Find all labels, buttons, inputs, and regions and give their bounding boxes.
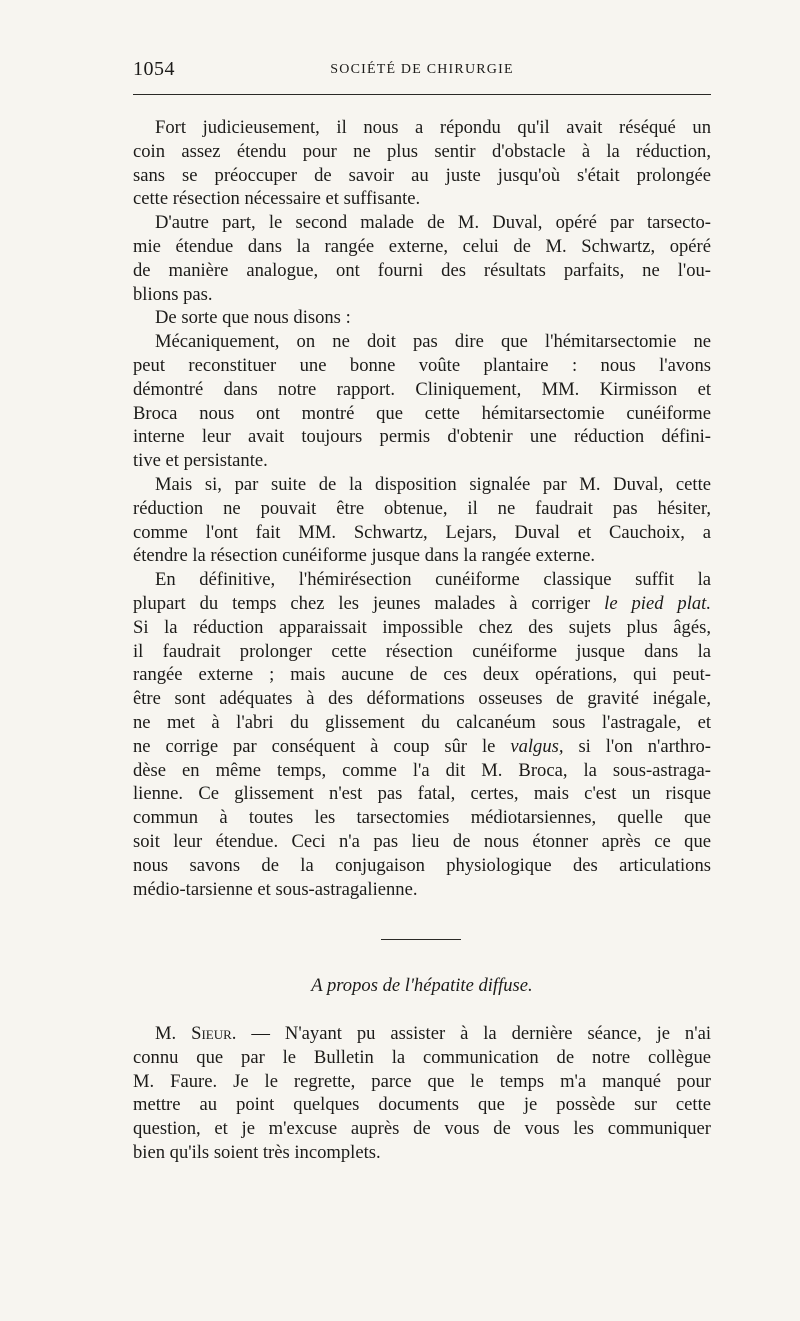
text-line: il faudrait prolonger cette résection cunéiforme jusque dans la bbox=[133, 640, 711, 662]
text-line: En définitive, l'hémirésection cunéiforme classique suffit la bbox=[155, 569, 711, 591]
text-line: Mécaniquement, on ne doit pas dire que l'hémitarsectomie ne bbox=[155, 331, 711, 353]
running-head bbox=[133, 58, 711, 86]
text-line: bien qu'ils soient très incomplets. bbox=[133, 1141, 381, 1163]
text-line: D'autre part, le second malade de M. Duval, opéré par tarsecto- bbox=[155, 212, 711, 234]
text-fragment: — N'ayant pu assister à la dernière séance, je n'ai bbox=[251, 1023, 711, 1044]
header-rule bbox=[133, 94, 711, 95]
speaker-name: M. Sieur. bbox=[155, 1023, 237, 1044]
text-fragment: ne corrige par conséquent à coup sûr le bbox=[133, 735, 496, 757]
section-text bbox=[133, 1022, 711, 1165]
text-line bbox=[133, 1022, 711, 1046]
text-line: lienne. Ce glissement n'est pas fatal, certes, mais c'est un risque bbox=[133, 783, 711, 805]
text-line: comme l'ont fait MM. Schwartz, Lejars, Duval et Cauchoix, a bbox=[133, 521, 711, 543]
text-fragment: plupart du temps chez les jeunes malades à corriger bbox=[133, 592, 591, 614]
text-line: coin assez étendu pour ne plus sentir d'obstacle à la réduction, bbox=[133, 140, 711, 162]
text-line: soit leur étendue. Ceci n'a pas lieu de nous étonner après ce que bbox=[133, 830, 711, 852]
text-line: Fort judicieusement, il nous a répondu qu'il avait réséqué un bbox=[155, 117, 711, 138]
text-line: blions pas. bbox=[133, 283, 213, 305]
section-separator bbox=[381, 939, 461, 940]
text-line: rangée externe ; mais aucune de ces deux opérations, qui peut- bbox=[133, 664, 711, 686]
text-line: de manière analogue, ont fourni des résultats parfaits, ne l'ou- bbox=[133, 259, 711, 281]
text-line: M. Faure. Je le regrette, parce que le temps m'a manqué pour bbox=[133, 1070, 711, 1092]
text-line: dèse en même temps, comme l'a dit M. Broca, la sous-astraga- bbox=[133, 759, 711, 781]
text-line: tive et persistante. bbox=[133, 450, 268, 472]
italic-term: le pied plat. bbox=[604, 592, 711, 614]
text-line: peut reconstituer une bonne voûte plantaire : nous l'avons bbox=[133, 354, 711, 376]
text-line: nous savons de la conjugaison physiologique des articulations bbox=[133, 854, 711, 876]
text-line: mie étendue dans la rangée externe, celui de M. Schwartz, opéré bbox=[133, 235, 711, 257]
section-title: A propos de l'hépatite diffuse. bbox=[311, 975, 533, 996]
page-number: 1054 bbox=[133, 58, 175, 80]
text-line: être sont adéquates à des déformations osseuses de gravité inégale, bbox=[133, 688, 711, 710]
text-line: connu que par le Bulletin la communication de notre collègue bbox=[133, 1046, 711, 1068]
text-line: De sorte que nous disons : bbox=[155, 307, 351, 329]
text-line: démontré dans notre rapport. Cliniquement, MM. Kirmisson et bbox=[133, 378, 711, 400]
text-line: question, et je m'excuse auprès de vous de vous les communiquer bbox=[133, 1118, 711, 1140]
text-line: sans se préoccuper de savoir au juste jusqu'où s'était prolongée bbox=[133, 164, 711, 186]
text-line: Si la réduction apparaissait impossible chez des sujets plus âgés, bbox=[133, 616, 711, 638]
journal-title: SOCIÉTÉ DE CHIRURGIE bbox=[330, 62, 514, 77]
text-line: étendre la résection cunéiforme jusque dans la rangée externe. bbox=[133, 545, 596, 567]
text-line: Broca nous ont montré que cette hémitarsectomie cunéiforme bbox=[133, 402, 711, 424]
text-line: commun à toutes les tarsectomies médiotarsiennes, quelle que bbox=[133, 807, 711, 829]
text-line: mettre au point quelques documents que je possède sur cette bbox=[133, 1094, 711, 1116]
text-line: Mais si, par suite de la disposition signalée par M. Duval, cette bbox=[155, 473, 711, 495]
text-line bbox=[133, 735, 711, 759]
text-line: ne met à l'abri du glissement du calcanéum sous l'astragale, et bbox=[133, 711, 711, 733]
main-text bbox=[133, 116, 711, 901]
italic-term: valgus, bbox=[510, 735, 564, 757]
text-line: cette résection nécessaire et suffisante. bbox=[133, 188, 421, 210]
text-line: interne leur avait toujours permis d'obtenir une réduction défini- bbox=[133, 426, 711, 448]
text-line: réduction ne pouvait être obtenue, il ne faudrait pas hésiter, bbox=[133, 497, 711, 519]
text-line: médio-tarsienne et sous-astragalienne. bbox=[133, 878, 418, 900]
text-fragment: si l'on n'arthro- bbox=[563, 735, 711, 757]
text-line bbox=[133, 592, 711, 616]
